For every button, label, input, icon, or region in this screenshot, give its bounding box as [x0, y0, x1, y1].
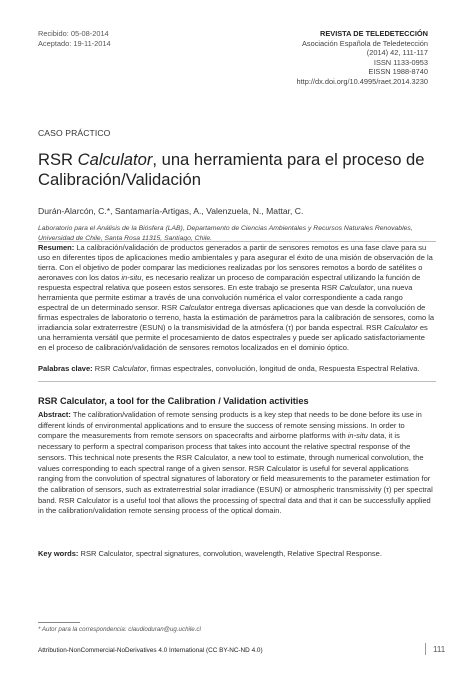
license: Attribution-NonCommercial-NoDerivatives 4.0 International (CC BY-NC-ND 4.0) — [38, 647, 263, 654]
volume-info: (2014) 42, 111-117 — [366, 48, 428, 58]
eissn: EISSN 1988-8740 — [368, 67, 428, 77]
article-dates — [38, 29, 111, 49]
palabras-clave — [38, 364, 435, 373]
resumen-text: es una herramienta versátil que permite el procesamiento de datos espectrales y puede ser aplicado satisfactoriamente en el proceso de calibración/validación de sensores remotos localizados en el dominio óptico. — [38, 323, 428, 353]
resumen-text: La calibración/validación de productos generados a partir de sensores remotos es una fase clave para su uso en diferentes tipos de aplicaciones medio ambientales y para asegurar el éxito de una misión de observación de la tierra. Con el objetivo de poder comparar las mediciones realizadas por los sensores remotos a bordo de satélites o aeronaves con los datos — [38, 243, 433, 283]
issn: ISSN 1133-0953 — [373, 57, 428, 67]
footnote: * Autor para la correspondencia: claudioduran@ug.uchile.cl — [38, 626, 201, 633]
resumen-text: , una nueva herramienta que permite estimar a través de una convolución numérica el valor correspondiente a cada rango espectral de un determinado sensor. RSR — [38, 283, 413, 313]
palabras-text: , firmas espectrales, convolución, longitud de onda, Respuesta Espectral Relativa. — [146, 364, 420, 373]
key-words — [38, 549, 435, 558]
palabras-label: Palabras clave: — [38, 364, 93, 373]
resumen-italic: Calculator — [179, 303, 214, 313]
resumen — [38, 243, 435, 354]
journal-info — [297, 29, 429, 87]
palabras-italic: Calculator — [112, 364, 147, 373]
journal-name: REVISTA DE TELEDETECCIÓN — [320, 29, 428, 38]
palabras-text: RSR — [92, 364, 113, 373]
divider — [38, 381, 436, 382]
resumen-label: Resumen: — [38, 243, 75, 252]
resumen-italic: in-situ — [121, 273, 142, 283]
abstract-label: Abstract: — [38, 410, 71, 419]
abstract-text: data, it is necessary to perform a spectral comparison process that takes into account the relative spectral response of the sensors. This technical note presents the RSR Calculator, a new tool to estimate, through numerical convolution, the values corresponding to each spectral range of a given sensor. RSR Calculator is useful for several applications ranging from the convolution of spectral signatures of laboratory or field measurements to the parameter estimation for the calibration of sensors, such as extraterrestrial solar irradiance (ESUN) or atmospheric transmissivity (τ) per spectral band. RSR Calculator is a useful tool that allows the processing of spectral data and that it can be successfully applied in the calibration/validation remote sensing process of the optical domain. — [38, 431, 433, 516]
resumen-italic: Calculator — [384, 323, 418, 333]
section-label: CASO PRÁCTICO — [38, 128, 111, 138]
resumen-italic: Calculator — [339, 283, 374, 293]
abstract-text: The calibration/validation of remote sensing products is a key step that needs to be done before its use in different kinds of environmental applications and to ensure the success of remote sensing missions. In order to compare the measurements from remote sensors on spacecrafts and airborne platforms with — [38, 410, 422, 441]
english-title: RSR Calculator, a tool for the Calibration / Validation activities — [38, 396, 309, 406]
resumen-text: entrega diversas aplicaciones que van desde la convolución de firmas espectrales de laboratorio o terreno, hasta la estimación de parámetros para la calibración de sensores, como la irradiancia solar extraterrestre (ESUN) o la transmisividad de la atmósfera (τ) por banda espectral. RSR — [38, 303, 435, 333]
association-name: Asociación Española de Teledetección — [301, 38, 428, 48]
divider — [38, 241, 436, 242]
resumen-text: , es necesario realizar un proceso de comparación espectral utilizando la función de respuesta espectral relativa que poseen estos sensores. En este trabajo se presenta RSR — [38, 273, 421, 293]
received-date: Recibido: 05-08-2014 — [38, 29, 109, 38]
footnote-divider — [38, 622, 80, 623]
accepted-date: Aceptado: 19-11-2014 — [38, 39, 111, 48]
title-suffix: , una herramienta para el proceso de Calibración/Validación — [38, 150, 425, 189]
keywords-text: RSR Calculator, spectral signatures, convolution, wavelength, Relative Spectral Response. — [78, 549, 382, 558]
page-number: 111 — [433, 645, 446, 654]
doi-link[interactable]: http://dx.doi.org/10.4995/raet.2014.3230 — [296, 76, 428, 86]
affiliation: Laboratorio para el Análisis de la Biósfera (LAB), Departamento de Ciencias Ambientales y Recursos Naturales Renovables, Universidad de Chile, Santa Rosa 11315, Santiago, Chile. — [38, 225, 413, 242]
author-list: Durán-Alarcón, C.*, Santamaría-Artigas, A., Valenzuela, N., Mattar, C. — [38, 206, 304, 216]
abstract-italic: in-situ — [347, 431, 368, 441]
title-prefix: RSR — [38, 150, 78, 169]
page-number-divider — [425, 643, 426, 655]
abstract — [38, 410, 435, 517]
title-italic: Calculator — [77, 150, 153, 169]
keywords-label: Key words: — [38, 549, 79, 558]
article-title — [38, 150, 438, 190]
